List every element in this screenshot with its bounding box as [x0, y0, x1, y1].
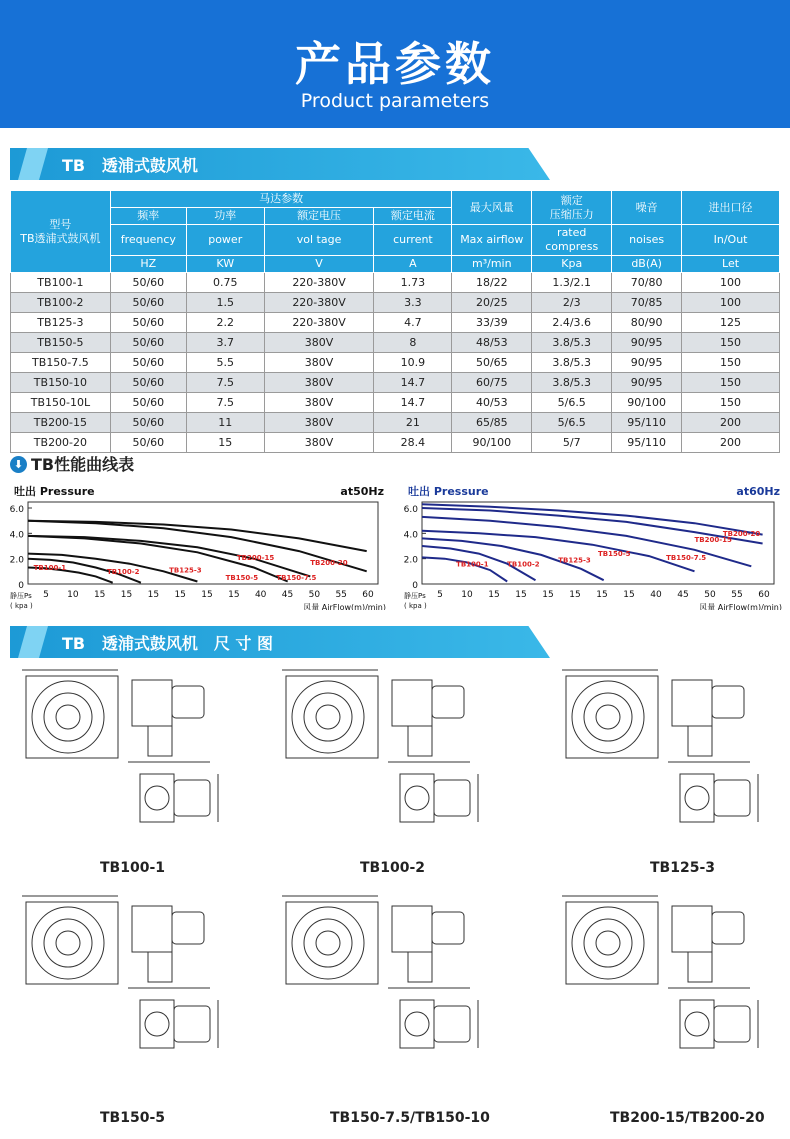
top-view-inlet: [405, 786, 429, 810]
side-view-casing: [672, 680, 712, 726]
table-cell: 10.9: [374, 353, 452, 373]
dimension-drawing: [280, 662, 500, 856]
table-cell: 33/39: [452, 313, 532, 333]
curve-label-TB100-2: TB100-2: [107, 567, 140, 576]
table-cell: 220-380V: [264, 313, 374, 333]
table-cell: 1.5: [186, 293, 264, 313]
table-cell: 200: [682, 413, 780, 433]
impeller-hub: [56, 705, 80, 729]
table-cell: 2.4/3.6: [532, 313, 612, 333]
table-cell: 0.75: [186, 273, 264, 293]
section-banner-products: [10, 148, 550, 180]
table-row: [11, 433, 780, 453]
x-axis-label: 风量 AirFlow(m)/min): [699, 603, 782, 610]
side-view-outlet: [688, 726, 712, 756]
table-cell: 2.2: [186, 313, 264, 333]
table-cell: 60/75: [452, 373, 532, 393]
curve-label-TB150-7.5: TB150-7.5: [276, 574, 317, 583]
curve-label-TB200-15: TB200-15: [236, 553, 275, 562]
y-tick-label: 4.0: [9, 530, 24, 541]
side-view-casing: [132, 906, 172, 952]
header-max-airflow: 最大风量: [452, 191, 532, 225]
blower-drawing: [20, 888, 240, 1078]
table-cell: 50/60: [110, 273, 186, 293]
table-cell: 90/95: [612, 333, 682, 353]
dimension-drawing: [20, 888, 240, 1082]
impeller-ring: [584, 919, 632, 967]
page-title: 产品参数: [295, 37, 495, 91]
table-row: [11, 413, 780, 433]
header-rated-pressure: 额定 压缩压力: [532, 191, 612, 225]
side-view-outlet: [148, 726, 172, 756]
x-tick-label: 50: [704, 590, 716, 600]
table-row: [11, 373, 780, 393]
x-tick-label: 15: [569, 590, 581, 600]
table-cell: 48/53: [452, 333, 532, 353]
table-cell: 7.5: [186, 393, 264, 413]
impeller-housing: [572, 681, 644, 753]
table-cell: 150: [682, 373, 780, 393]
table-cell: TB150-10L: [11, 393, 111, 413]
header-en-noises: noises: [612, 225, 682, 256]
chart-title: at60Hz: [736, 485, 780, 498]
side-view-casing: [132, 680, 172, 726]
table-cell: 11: [186, 413, 264, 433]
impeller-ring: [44, 919, 92, 967]
curve-label-TB125-3: TB125-3: [558, 556, 591, 565]
y-tick-label: 4.0: [403, 530, 418, 541]
header-en-voltage: vol tage: [264, 225, 374, 256]
side-view-casing: [392, 680, 432, 726]
x-tick-label: 15: [515, 590, 527, 600]
top-view-inlet: [145, 786, 169, 810]
table-cell: 3.3: [374, 293, 452, 313]
y-tick-label: 6.0: [9, 505, 24, 515]
blower-drawing: [280, 662, 500, 852]
side-view-outlet: [688, 952, 712, 982]
table-cell: TB100-2: [11, 293, 111, 313]
table-cell: 70/85: [612, 293, 682, 313]
top-view-motor: [714, 780, 750, 816]
header-unit-max-airflow: m³/min: [452, 256, 532, 273]
x-tick-label: 5: [43, 590, 49, 600]
dimension-drawing: [560, 888, 780, 1082]
x-tick-label: 10: [67, 590, 79, 600]
impeller-housing: [572, 907, 644, 979]
header-motor-group: 马达参数: [110, 191, 452, 208]
curve-label-TB150-5: TB150-5: [225, 574, 259, 583]
header-en-inout: In/Out: [682, 225, 780, 256]
table-cell: 20/25: [452, 293, 532, 313]
impeller-ring: [44, 693, 92, 741]
blower-drawing: [20, 662, 240, 852]
table-cell: 5.5: [186, 353, 264, 373]
top-view-inlet: [685, 786, 709, 810]
banner-prefix: TB: [62, 156, 86, 175]
table-cell: 3.8/5.3: [532, 333, 612, 353]
table-cell: 3.8/5.3: [532, 353, 612, 373]
table-cell: 95/110: [612, 433, 682, 453]
header-en-rated-compress: rated compress: [532, 225, 612, 256]
chart-60hz: [402, 478, 786, 614]
y-tick-label: 2.0: [403, 555, 418, 566]
table-cell: 28.4: [374, 433, 452, 453]
x-tick-label: 15: [174, 590, 186, 600]
side-view-casing: [392, 906, 432, 952]
table-cell: 90/100: [452, 433, 532, 453]
curve-label-TB125-3: TB125-3: [169, 566, 202, 575]
top-view-inlet: [685, 1012, 709, 1036]
x-tick-label: 45: [677, 590, 689, 600]
side-view-motor: [172, 686, 204, 718]
table-cell: TB150-7.5: [11, 353, 111, 373]
x-tick-label: 10: [461, 590, 473, 600]
table-cell: 100: [682, 293, 780, 313]
x-tick-label: 60: [362, 590, 374, 600]
drawing-caption: TB200-15/TB200-20: [610, 1110, 765, 1126]
table-cell: 380V: [264, 413, 374, 433]
blower-drawing: [560, 662, 780, 852]
side-view-motor: [432, 686, 464, 718]
chart-50hz: [8, 478, 390, 614]
header-unit-inout: Let: [682, 256, 780, 273]
header-voltage-cn: 额定电压: [264, 208, 374, 225]
table-cell: 90/95: [612, 373, 682, 393]
table-cell: 220-380V: [264, 273, 374, 293]
header-power-cn: 功率: [186, 208, 264, 225]
banner-title: 透浦式鼓风机: [101, 156, 198, 175]
y-axis-sublabel: ( kpa ): [404, 602, 427, 610]
y-tick-label: 0: [412, 581, 418, 591]
header-frequency-cn: 频率: [110, 208, 186, 225]
curve-label-TB200-20: TB200-20: [310, 559, 348, 567]
top-view-inlet: [145, 1012, 169, 1036]
x-tick-label: 15: [623, 590, 635, 600]
top-view-motor: [434, 780, 470, 816]
side-view-outlet: [408, 952, 432, 982]
table-cell: 65/85: [452, 413, 532, 433]
side-view-outlet: [148, 952, 172, 982]
table-cell: 380V: [264, 333, 374, 353]
table-cell: TB200-15: [11, 413, 111, 433]
top-view-motor: [714, 1006, 750, 1042]
header-unit-frequency: HZ: [110, 256, 186, 273]
banner-title: 透浦式鼓风机 尺 寸 图: [101, 634, 273, 653]
y-tick-label: 2.0: [9, 555, 24, 566]
y-axis-sublabel: 静压Ps: [10, 592, 32, 600]
page-header: [0, 0, 790, 128]
table-cell: 380V: [264, 353, 374, 373]
table-cell: 380V: [264, 373, 374, 393]
header-model-series: TB透浦式鼓风机: [20, 231, 101, 245]
impeller-ring: [304, 919, 352, 967]
table-cell: 14.7: [374, 393, 452, 413]
header-model: [11, 191, 111, 273]
header-en-max-airflow: Max airflow: [452, 225, 532, 256]
table-cell: 14.7: [374, 373, 452, 393]
curve-chart-svg: [8, 478, 390, 610]
drawing-caption: TB125-3: [650, 860, 715, 876]
table-cell: 50/60: [110, 313, 186, 333]
header-unit-voltage: V: [264, 256, 374, 273]
curve-label-TB150-5: TB150-5: [598, 550, 631, 559]
table-cell: TB200-20: [11, 433, 111, 453]
table-cell: 70/80: [612, 273, 682, 293]
impeller-ring: [304, 693, 352, 741]
drawing-caption: TB100-1: [100, 860, 165, 876]
x-tick-label: 15: [93, 590, 106, 600]
down-arrow-icon: ⬇: [10, 456, 27, 473]
blower-drawing: [280, 888, 500, 1078]
table-cell: 50/60: [110, 373, 186, 393]
table-row: [11, 393, 780, 413]
header-noise: 噪音: [612, 191, 682, 225]
curve-label-TB200-15: TB200-15: [694, 536, 732, 545]
top-view-motor: [174, 1006, 210, 1042]
dimension-drawing: [280, 888, 500, 1082]
side-view-outlet: [408, 726, 432, 756]
header-en-frequency: frequency: [110, 225, 186, 256]
drawing-caption: TB100-2: [360, 860, 425, 876]
table-cell: 4.7: [374, 313, 452, 333]
impeller-ring: [584, 693, 632, 741]
x-tick-label: 45: [281, 590, 294, 600]
section-banner-dimensions: [10, 626, 550, 658]
top-view-inlet: [405, 1012, 429, 1036]
table-cell: 2/3: [532, 293, 612, 313]
curve-label-TB100-1: TB100-1: [456, 560, 489, 569]
table-cell: 8: [374, 333, 452, 353]
header-unit-noises: dB(A): [612, 256, 682, 273]
table-row: [11, 273, 780, 293]
y-axis-label: 吐出 Pressure: [408, 485, 489, 498]
table-cell: TB100-1: [11, 273, 111, 293]
banner-prefix: TB: [62, 634, 86, 653]
table-cell: 3.7: [186, 333, 264, 353]
table-cell: 15: [186, 433, 264, 453]
x-tick-label: 55: [335, 590, 347, 600]
impeller-housing: [32, 907, 104, 979]
table-cell: 50/60: [110, 433, 186, 453]
table-cell: 80/90: [612, 313, 682, 333]
table-cell: 1.3/2.1: [532, 273, 612, 293]
header-current-cn: 额定电流: [374, 208, 452, 225]
impeller-hub: [316, 931, 340, 955]
table-cell: TB150-5: [11, 333, 111, 353]
table-cell: 40/53: [452, 393, 532, 413]
table-row: [11, 293, 780, 313]
y-tick-label: 6.0: [403, 505, 418, 515]
table-cell: 7.5: [186, 373, 264, 393]
table-cell: 50/60: [110, 293, 186, 313]
table-cell: 150: [682, 393, 780, 413]
table-cell: 90/100: [612, 393, 682, 413]
side-view-motor: [432, 912, 464, 944]
x-tick-label: 15: [228, 590, 240, 600]
top-view-motor: [174, 780, 210, 816]
impeller-hub: [596, 931, 620, 955]
table-cell: 50/65: [452, 353, 532, 373]
impeller-hub: [596, 705, 620, 729]
table-cell: 90/95: [612, 353, 682, 373]
table-cell: 50/60: [110, 393, 186, 413]
x-tick-label: 15: [120, 590, 133, 600]
x-tick-label: 50: [308, 590, 321, 600]
impeller-housing: [292, 681, 364, 753]
table-cell: 5/7: [532, 433, 612, 453]
y-tick-label: 0: [18, 581, 24, 591]
table-cell: TB125-3: [11, 313, 111, 333]
impeller-housing: [292, 907, 364, 979]
header-unit-rated-compress: Kpa: [532, 256, 612, 273]
table-cell: 150: [682, 353, 780, 373]
drawing-caption: TB150-5: [100, 1110, 165, 1126]
header-en-power: power: [186, 225, 264, 256]
x-tick-label: 15: [488, 590, 500, 600]
header-en-current: current: [374, 225, 452, 256]
table-row: [11, 333, 780, 353]
table-cell: 95/110: [612, 413, 682, 433]
x-tick-label: 40: [254, 590, 267, 600]
header-inout: 进出口径: [682, 191, 780, 225]
side-view-motor: [712, 912, 744, 944]
impeller-hub: [316, 705, 340, 729]
x-tick-label: 60: [758, 590, 770, 600]
x-tick-label: 15: [201, 590, 213, 600]
table-cell: 380V: [264, 433, 374, 453]
performance-title-text: TB性能曲线表: [31, 455, 135, 474]
drawing-caption: TB150-7.5/TB150-10: [330, 1110, 490, 1126]
table-cell: 50/60: [110, 333, 186, 353]
y-axis-sublabel: 静压Ps: [404, 592, 426, 600]
blower-drawing: [560, 888, 780, 1078]
header-unit-power: KW: [186, 256, 264, 273]
table-cell: 50/60: [110, 353, 186, 373]
side-view-motor: [712, 686, 744, 718]
table-cell: 21: [374, 413, 452, 433]
table-cell: 150: [682, 333, 780, 353]
chart-title: at50Hz: [340, 485, 384, 498]
table-cell: 220-380V: [264, 293, 374, 313]
x-tick-label: 15: [147, 590, 160, 600]
dimension-drawing: [20, 662, 240, 856]
curve-label-TB150-7.5: TB150-7.5: [666, 553, 707, 562]
table-cell: 1.73: [374, 273, 452, 293]
x-tick-label: 5: [437, 590, 443, 600]
banner-text: [62, 153, 198, 176]
header-unit-current: A: [374, 256, 452, 273]
impeller-housing: [32, 681, 104, 753]
table-cell: TB150-10: [11, 373, 111, 393]
table-cell: 5/6.5: [532, 393, 612, 413]
page-subtitle: Product parameters: [300, 90, 490, 112]
y-axis-label: 吐出 Pressure: [14, 485, 95, 498]
table-row: [11, 313, 780, 333]
curve-label-TB100-1: TB100-1: [33, 564, 67, 573]
table-cell: 380V: [264, 393, 374, 413]
curve-label-TB200-20: TB200-20: [722, 529, 761, 538]
banner-text: [62, 631, 273, 654]
table-cell: 5/6.5: [532, 413, 612, 433]
x-tick-label: 15: [542, 590, 554, 600]
table-cell: 100: [682, 273, 780, 293]
dimension-drawing: [560, 662, 780, 856]
x-tick-label: 55: [731, 590, 743, 600]
curve-chart-svg: [402, 478, 786, 610]
performance-title: [10, 452, 134, 475]
table-cell: 18/22: [452, 273, 532, 293]
table-cell: 200: [682, 433, 780, 453]
impeller-hub: [56, 931, 80, 955]
top-view-motor: [434, 1006, 470, 1042]
table-cell: 125: [682, 313, 780, 333]
spec-table: [10, 190, 780, 453]
x-axis-label: 风量 AirFlow(m)/min): [303, 603, 386, 610]
y-axis-sublabel: ( kpa ): [10, 602, 33, 610]
curve-label-TB100-2: TB100-2: [507, 560, 540, 569]
table-cell: 3.8/5.3: [532, 373, 612, 393]
table-row: [11, 353, 780, 373]
side-view-casing: [672, 906, 712, 952]
x-tick-label: 40: [650, 590, 662, 600]
header-model-cn: 型号: [49, 217, 72, 231]
table-cell: 50/60: [110, 413, 186, 433]
x-tick-label: 15: [596, 590, 608, 600]
side-view-motor: [172, 912, 204, 944]
